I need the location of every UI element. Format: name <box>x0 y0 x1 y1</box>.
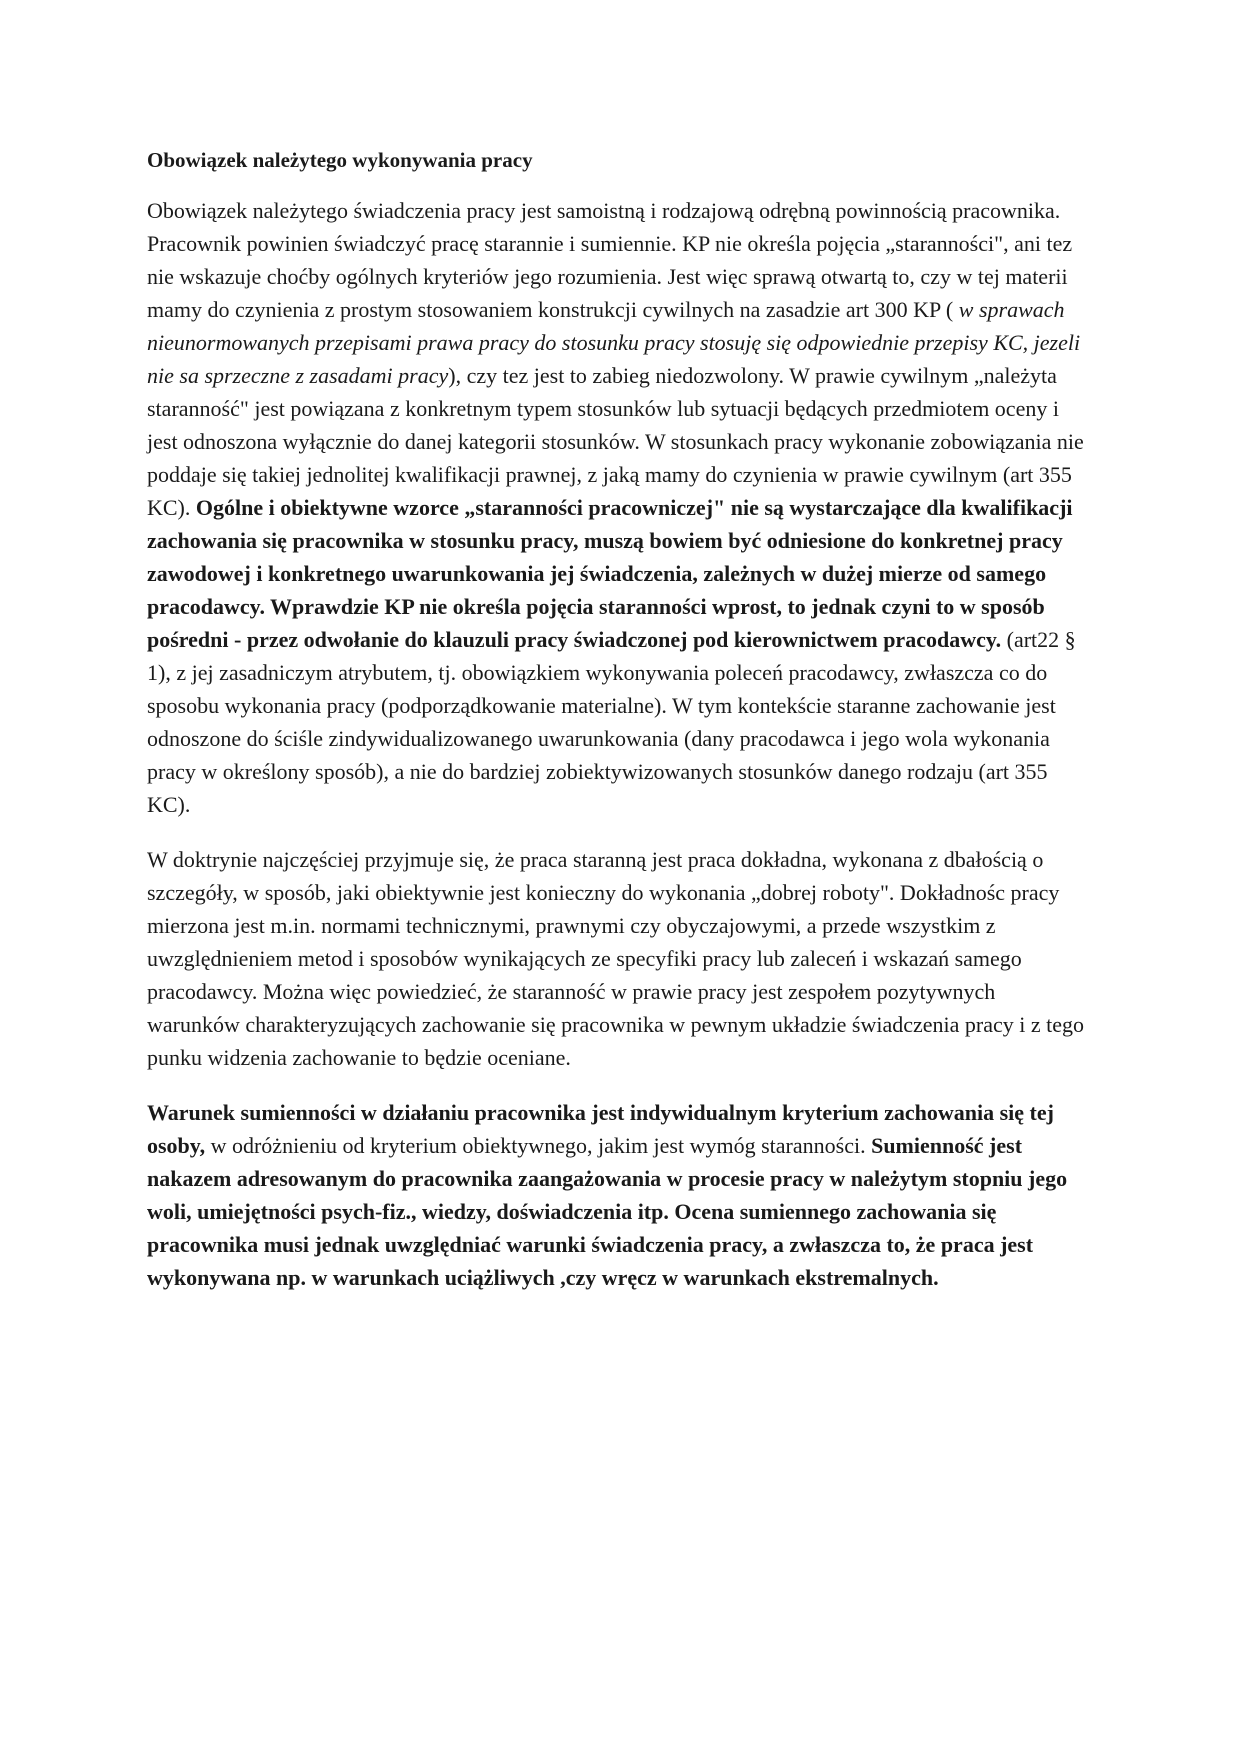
paragraph-3-segment-3: Sumienność jest nakazem adresowanym do pracownika zaangażowania w procesie pracy w należytym stopniu jego woli, umiejętności psych-fiz., wiedzy, doświadczenia itp. Ocena sumiennego zachowania się pracownika musi jednak uwzględniać warunki świadczenia pracy, a zwłaszcza to, że praca jest wykonywana np. w warunkach uciążliwych ,czy wręcz w warunkach ekstremalnych. <box>147 1133 1068 1290</box>
paragraph-3-segment-2: w odróżnieniu od kryterium obiektywnego, jakim jest wymóg staranności. <box>205 1133 872 1158</box>
paragraph-1-segment-4: Ogólne i obiektywne wzorce „staranności pracowniczej" nie są wystarczające dla kwalifikacji zachowania się pracownika w stosunku pracy, muszą bowiem być odniesione do konkretnej pracy zawodowej i konkretnego uwarunkowania jej świadczenia, zależnych w dużej mierze od samego pracodawcy. Wprawdzie KP nie określa pojęcia staranności wprost, to jednak czyni to w sposób pośredni - przez odwołanie do klauzuli pracy świadczonej pod kierownictwem pracodawcy. <box>147 495 1073 652</box>
paragraph-3-segment-1: Warunek sumienności w działaniu pracownika jest indywidualnym kryterium zachowania się tej osoby, <box>147 1100 1054 1158</box>
document-page <box>147 146 1092 1316</box>
paragraph-2 <box>147 843 1092 1074</box>
paragraph-2-segment-1: W doktrynie najczęściej przyjmuje się, że praca staranną jest praca dokładna, wykonana z dbałością o szczegóły, w sposób, jaki obiektywnie jest konieczny do wykonania „dobrej roboty". Dokładnośc pracy mierzona jest m.in. normami technicznymi, prawnymi czy obyczajowymi, a przede wszystkim z uwzględnieniem metod i sposobów wynikających ze specyfiki pracy lub zaleceń i wskazań samego pracodawcy. Można więc powiedzieć, że staranność w prawie pracy jest zespołem pozytywnych warunków charakteryzujących zachowanie się pracownika w pewnym układzie świadczenia pracy i z tego punku widzenia zachowanie to będzie oceniane. <box>147 847 1085 1070</box>
paragraph-1-segment-3: ), czy tez jest to zabieg niedozwolony. W prawie cywilnym „należyta staranność" jest powiązana z konkretnym typem stosunków lub sytuacji będących przedmiotem oceny i jest odnoszona wyłącznie do danej kategorii stosunków. W stosunkach pracy wykonanie zobowiązania nie poddaje się takiej jednolitej kwalifikacji prawnej, z jaką mamy do czynienia w prawie cywilnym (art 355 KC). <box>147 363 1084 520</box>
paragraph-1-segment-1: Obowiązek należytego świadczenia pracy jest samoistną i rodzajową odrębną powinnością pracownika. Pracownik powinien świadczyć pracę starannie i sumiennie. KP nie określa pojęcia „staranności", ani tez nie wskazuje choćby ogólnych kryteriów jego rozumienia. Jest więc sprawą otwartą to, czy w tej materii mamy do czynienia z prostym stosowaniem konstrukcji cywilnych na zasadzie art 300 KP ( <box>147 198 1073 322</box>
paragraph-3 <box>147 1096 1092 1294</box>
paragraph-1-segment-5: (art22 § 1), z jej zasadniczym atrybutem, tj. obowiązkiem wykonywania poleceń pracodawcy, zwłaszcza co do sposobu wykonania pracy (podporządkowanie materialne). W tym kontekście staranne zachowanie jest odnoszone do ściśle zindywidualizowanego uwarunkowania (dany pracodawca i jego wola wykonania pracy w określony sposób), a nie do bardziej zobiektywizowanych stosunków danego rodzaju (art 355 KC). <box>147 627 1076 817</box>
paragraph-1 <box>147 194 1092 821</box>
paragraph-1-segment-2: w sprawach nieunormowanych przepisami prawa pracy do stosunku pracy stosuję się odpowiednie przepisy KC, jezeli nie sa sprzeczne z zasadami pracy <box>147 297 1081 388</box>
document-title: Obowiązek należytego wykonywania pracy <box>147 148 533 172</box>
